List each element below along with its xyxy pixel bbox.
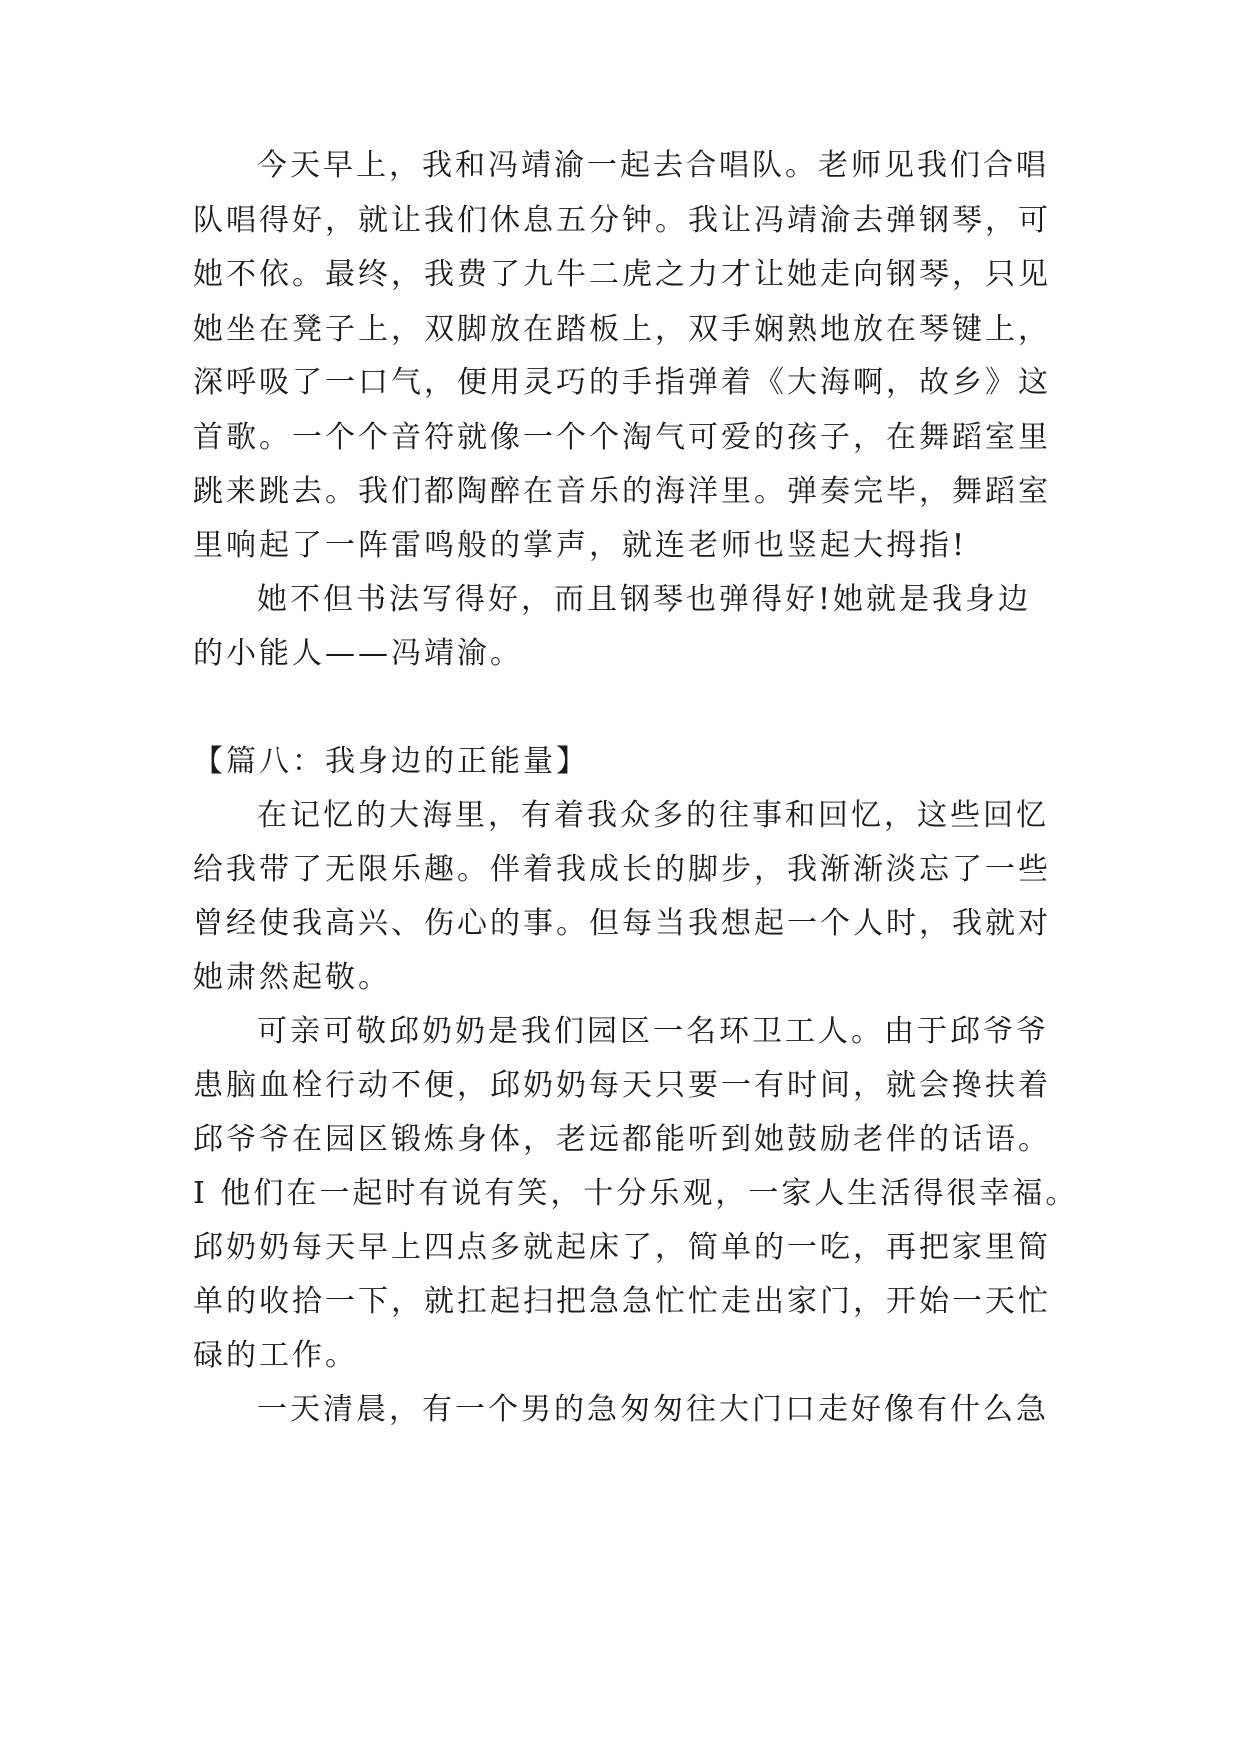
- text-line: I 他们在一起时有说有笑，十分乐观，一家人生活得很幸福。: [193, 1176, 1079, 1211]
- text-line: 首歌。一个个音符就像一个个淘气可爱的孩子，在舞蹈室里: [193, 420, 1051, 455]
- section-heading: 【篇八：我身边的正能量】: [193, 744, 589, 779]
- text-line: 她坐在凳子上，双脚放在踏板上，双手娴熟地放在琴键上，: [193, 312, 1051, 347]
- text-line: 邱奶奶每天早上四点多就起床了，简单的一吃，再把家里简: [193, 1230, 1051, 1265]
- text-line: 曾经使我高兴、伤心的事。但每当我想起一个人时，我就对: [193, 906, 1051, 941]
- text-line: 她不但书法写得好，而且钢琴也弹得好!她就是我身边: [257, 582, 1032, 617]
- text-line: 她不依。最终，我费了九牛二虎之力才让她走向钢琴，只见: [193, 257, 1051, 292]
- text-line: 碌的工作。: [193, 1338, 358, 1373]
- text-line: 给我带了无限乐趣。伴着我成长的脚步，我渐渐淡忘了一些: [193, 852, 1051, 887]
- text-line: 可亲可敬邱奶奶是我们园区一名环卫工人。由于邱爷爷: [257, 1014, 1049, 1049]
- text-line: 单的收拾一下，就扛起扫把急急忙忙走出家门，开始一天忙: [193, 1284, 1051, 1319]
- text-line: 的小能人——冯靖渝。: [193, 636, 523, 671]
- text-line: 在记忆的大海里，有着我众多的往事和回忆，这些回忆: [257, 798, 1049, 833]
- text-line: 一天清晨，有一个男的急匆匆往大门口走好像有什么急: [257, 1392, 1049, 1427]
- text-line: 深呼吸了一口气，便用灵巧的手指弹着《大海啊，故乡》这: [193, 365, 1051, 400]
- text-line: 她肃然起敬。: [193, 960, 391, 995]
- text-line: 患脑血栓行动不便，邱奶奶每天只要一有时间，就会搀扶着: [193, 1068, 1051, 1103]
- text-line: 跳来跳去。我们都陶醉在音乐的海洋里。弹奏完毕，舞蹈室: [193, 474, 1051, 509]
- text-line: 队唱得好，就让我们休息五分钟。我让冯靖渝去弹钢琴，可: [193, 203, 1051, 238]
- text-line: 邱爷爷在园区锻炼身体，老远都能听到她鼓励老伴的话语。: [193, 1122, 1051, 1157]
- text-line: 今天早上，我和冯靖渝一起去合唱队。老师见我们合唱: [257, 148, 1049, 183]
- text-line: 里响起了一阵雷鸣般的掌声，就连老师也竖起大拇指!: [193, 528, 968, 563]
